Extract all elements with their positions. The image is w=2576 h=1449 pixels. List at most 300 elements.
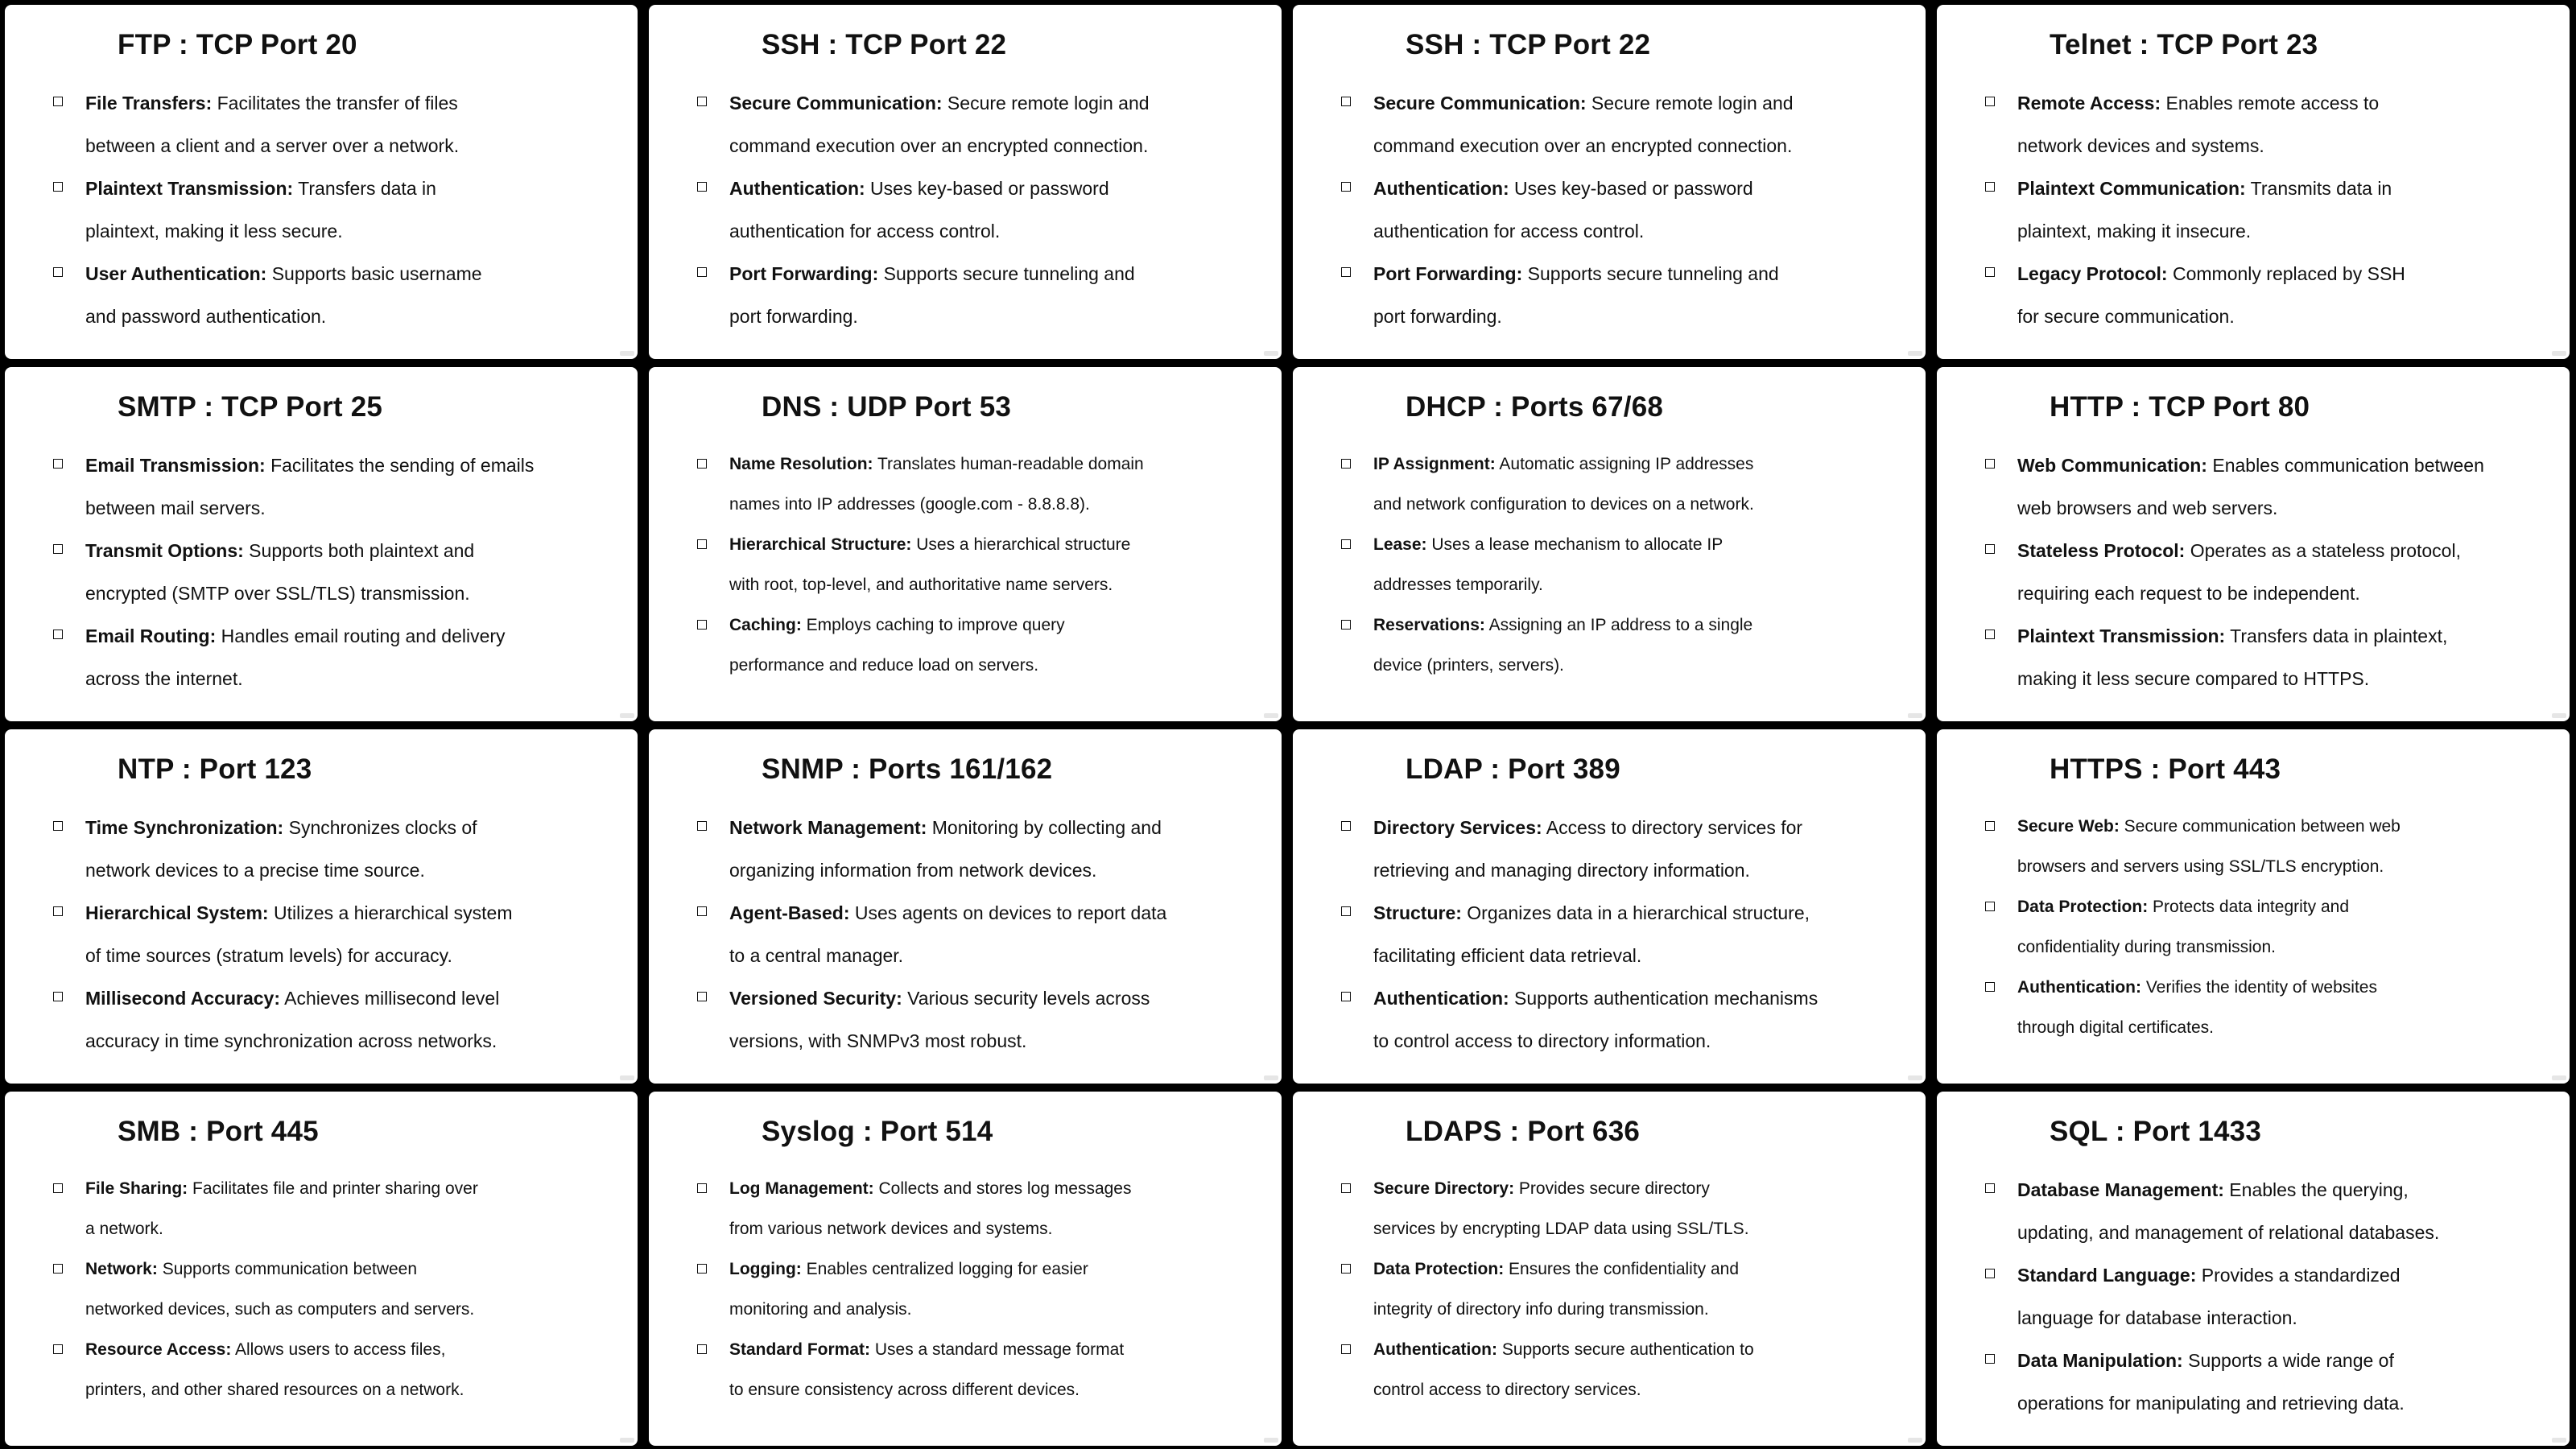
bullet-continuation: performance and reduce load on servers. — [729, 656, 1039, 675]
card-title: Telnet : TCP Port 23 — [2050, 29, 2318, 60]
bullet-continuation: retrieving and managing directory information. — [1373, 860, 1750, 881]
slide-corner-mark — [620, 1438, 634, 1443]
slide-card — [1293, 367, 1926, 721]
slide-corner-mark — [2552, 1438, 2566, 1443]
bullet-item — [2017, 1254, 2521, 1297]
bullet-continuation: device (printers, servers). — [1373, 656, 1564, 675]
bullet-continuation: for secure communication. — [2017, 306, 2235, 327]
slide-corner-mark — [1908, 1075, 1922, 1080]
bullet-item — [729, 82, 1233, 125]
checkbox-bullet-icon — [53, 992, 64, 1003]
bullet-term: Web Communication: — [2017, 455, 2207, 476]
bullet-continuation: between mail servers. — [85, 497, 266, 518]
bullet-text: Supports communication between — [157, 1260, 418, 1278]
bullet-text: Supports authentication mechanisms — [1509, 988, 1818, 1009]
bullet-item — [2017, 444, 2521, 487]
bullet-text: Operates as a stateless protocol, — [2185, 540, 2461, 561]
bullet-text: Supports secure tunneling and — [878, 263, 1135, 284]
bullet-term: Caching: — [729, 616, 802, 634]
card-title: LDAPS : Port 636 — [1406, 1116, 1641, 1147]
bullet-item — [85, 977, 589, 1020]
checkbox-bullet-icon — [1985, 97, 1996, 108]
bullet-item — [85, 892, 589, 935]
bullet-term: Data Manipulation: — [2017, 1350, 2183, 1371]
bullet-term: Versioned Security: — [729, 988, 902, 1009]
slide-card — [649, 1092, 1282, 1446]
bullet-term: Secure Directory: — [1373, 1179, 1515, 1198]
bullet-text: Transfers data in plaintext, — [2225, 625, 2448, 646]
slide-card — [1937, 729, 2570, 1084]
bullet-continuation: web browsers and web servers. — [2017, 497, 2278, 518]
bullet-continuation: accuracy in time synchronization across networks. — [85, 1030, 497, 1051]
bullet-continuation: port forwarding. — [729, 306, 858, 327]
bullet-text: Enables centralized logging for easier — [801, 1260, 1088, 1278]
bullet-term: Authentication: — [729, 178, 865, 199]
checkbox-bullet-icon — [697, 539, 708, 551]
checkbox-bullet-icon — [1341, 459, 1352, 470]
bullet-continuation: updating, and management of relational databases. — [2017, 1222, 2440, 1243]
bullet-item — [2017, 1340, 2521, 1382]
bullet-text: Supports secure tunneling and — [1522, 263, 1779, 284]
card-title: SMTP : TCP Port 25 — [118, 391, 383, 423]
bullet-text: Uses key-based or password — [865, 178, 1109, 199]
bullet-item — [729, 1330, 1233, 1370]
bullet-continuation: browsers and servers using SSL/TLS encryption. — [2017, 857, 2384, 876]
bullet-list — [1373, 82, 1877, 338]
bullet-term: Authentication: — [1373, 988, 1509, 1009]
slide-corner-mark — [2552, 713, 2566, 718]
bullet-item — [2017, 82, 2521, 125]
bullet-term: Plaintext Transmission: — [2017, 625, 2226, 646]
slide-card — [5, 5, 638, 359]
bullet-list — [85, 807, 589, 1063]
bullet-term: Authentication: — [1373, 178, 1509, 199]
bullet-continuation: command execution over an encrypted connection. — [1373, 135, 1793, 156]
checkbox-bullet-icon — [1985, 1183, 1996, 1195]
card-title: DNS : UDP Port 53 — [762, 391, 1012, 423]
bullet-item — [85, 530, 589, 572]
card-title: HTTPS : Port 443 — [2050, 753, 2281, 785]
bullet-continuation: control access to directory services. — [1373, 1381, 1641, 1399]
bullet-item — [2017, 530, 2521, 572]
bullet-text: Monitoring by collecting and — [927, 817, 1162, 838]
bullet-text: Uses a standard message format — [870, 1340, 1125, 1359]
bullet-list — [2017, 1169, 2521, 1425]
checkbox-bullet-icon — [1341, 97, 1352, 108]
bullet-item — [2017, 1169, 2521, 1212]
bullet-list — [729, 1169, 1233, 1410]
bullet-item — [85, 807, 589, 849]
bullet-list — [729, 444, 1233, 686]
slide-corner-mark — [620, 1075, 634, 1080]
slide-card — [5, 1092, 638, 1446]
bullet-item — [2017, 968, 2521, 1008]
checkbox-bullet-icon — [697, 1344, 708, 1356]
bullet-list — [85, 82, 589, 338]
bullet-continuation: between a client and a server over a network. — [85, 135, 460, 156]
bullet-term: Plaintext Communication: — [2017, 178, 2246, 199]
slide-card — [1937, 5, 2570, 359]
bullet-item — [1373, 892, 1877, 935]
bullet-item — [2017, 167, 2521, 210]
checkbox-bullet-icon — [53, 906, 64, 918]
bullet-term: Secure Communication: — [729, 93, 943, 114]
checkbox-bullet-icon — [1985, 1269, 1996, 1280]
checkbox-bullet-icon — [1985, 982, 1996, 993]
bullet-term: Reservations: — [1373, 616, 1485, 634]
bullet-continuation: monitoring and analysis. — [729, 1300, 912, 1319]
bullet-text: Organizes data in a hierarchical structure, — [1461, 902, 1810, 923]
checkbox-bullet-icon — [53, 630, 64, 641]
bullet-term: Secure Communication: — [1373, 93, 1587, 114]
checkbox-bullet-icon — [697, 1264, 708, 1275]
bullet-continuation: to ensure consistency across different devices. — [729, 1381, 1080, 1399]
bullet-item — [729, 892, 1233, 935]
bullet-text: Facilitates the sending of emails — [265, 455, 535, 476]
bullet-continuation: printers, and other shared resources on a network. — [85, 1381, 464, 1399]
bullet-term: Resource Access: — [85, 1340, 232, 1359]
bullet-item — [85, 444, 589, 487]
checkbox-bullet-icon — [697, 1183, 708, 1195]
bullet-item — [729, 807, 1233, 849]
bullet-item — [729, 525, 1233, 565]
checkbox-bullet-icon — [1341, 906, 1352, 918]
bullet-text: Secure communication between web — [2119, 817, 2401, 836]
bullet-term: Lease: — [1373, 535, 1427, 554]
bullet-continuation: plaintext, making it less secure. — [85, 221, 343, 242]
bullet-text: Protects data integrity and — [2148, 898, 2349, 916]
bullet-continuation: integrity of directory info during transmission. — [1373, 1300, 1709, 1319]
bullet-continuation: through digital certificates. — [2017, 1018, 2214, 1037]
slide-corner-mark — [1264, 713, 1278, 718]
bullet-item — [1373, 1330, 1877, 1370]
bullet-continuation: network devices and systems. — [2017, 135, 2264, 156]
card-title: DHCP : Ports 67/68 — [1406, 391, 1664, 423]
bullet-text: Facilitates the transfer of files — [212, 93, 458, 114]
bullet-continuation: services by encrypting LDAP data using SSL/TLS. — [1373, 1220, 1749, 1238]
bullet-continuation: authentication for access control. — [1373, 221, 1645, 242]
bullet-continuation: organizing information from network devices. — [729, 860, 1097, 881]
bullet-text: Achieves millisecond level — [280, 988, 500, 1009]
bullet-continuation: authentication for access control. — [729, 221, 1001, 242]
bullet-text: Translates human-readable domain — [873, 455, 1144, 473]
bullet-text: Enables remote access to — [2161, 93, 2380, 114]
bullet-item — [85, 1330, 589, 1370]
bullet-continuation: across the internet. — [85, 668, 243, 689]
card-title: NTP : Port 123 — [118, 753, 312, 785]
bullet-item — [729, 253, 1233, 295]
bullet-continuation: requiring each request to be independent. — [2017, 583, 2360, 604]
bullet-term: Standard Language: — [2017, 1265, 2197, 1286]
slide-card — [649, 367, 1282, 721]
bullet-text: Transmits data in — [2245, 178, 2392, 199]
bullet-text: Supports a wide range of — [2182, 1350, 2394, 1371]
bullet-item — [1373, 977, 1877, 1020]
bullet-term: Hierarchical System: — [85, 902, 269, 923]
bullet-list — [1373, 807, 1877, 1063]
bullet-text: Utilizes a hierarchical system — [268, 902, 513, 923]
card-title: Syslog : Port 514 — [762, 1116, 993, 1147]
bullet-text: Synchronizes clocks of — [283, 817, 477, 838]
bullet-list — [2017, 444, 2521, 700]
bullet-item — [85, 253, 589, 295]
bullet-item — [729, 444, 1233, 485]
checkbox-bullet-icon — [1341, 620, 1352, 631]
bullet-list — [85, 1169, 589, 1410]
bullet-continuation: networked devices, such as computers and servers. — [85, 1300, 475, 1319]
checkbox-bullet-icon — [1341, 1183, 1352, 1195]
bullet-text: Automatic assigning IP addresses — [1495, 455, 1754, 473]
bullet-list — [729, 82, 1233, 338]
bullet-term: Transmit Options: — [85, 540, 244, 561]
bullet-text: Commonly replaced by SSH — [2167, 263, 2405, 284]
card-title: SSH : TCP Port 22 — [1406, 29, 1651, 60]
card-title: FTP : TCP Port 20 — [118, 29, 357, 60]
bullet-continuation: a network. — [85, 1220, 163, 1238]
bullet-continuation: to a central manager. — [729, 945, 904, 966]
bullet-continuation: from various network devices and systems. — [729, 1220, 1053, 1238]
checkbox-bullet-icon — [1985, 902, 1996, 913]
checkbox-bullet-icon — [1341, 821, 1352, 832]
bullet-text: Transfers data in — [293, 178, 436, 199]
card-title: SSH : TCP Port 22 — [762, 29, 1007, 60]
bullet-list — [2017, 807, 2521, 1048]
bullet-item — [1373, 1169, 1877, 1209]
bullet-term: Legacy Protocol: — [2017, 263, 2168, 284]
slide-card — [1293, 1092, 1926, 1446]
bullet-list — [85, 444, 589, 700]
bullet-term: File Sharing: — [85, 1179, 188, 1198]
bullet-term: Authentication: — [2017, 978, 2141, 997]
bullet-text: Provides secure directory — [1514, 1179, 1710, 1198]
bullet-continuation: command execution over an encrypted connection. — [729, 135, 1149, 156]
bullet-item — [2017, 615, 2521, 658]
bullet-term: Log Management: — [729, 1179, 874, 1198]
checkbox-bullet-icon — [1341, 1344, 1352, 1356]
slide-card — [1293, 729, 1926, 1084]
bullet-item — [729, 977, 1233, 1020]
bullet-term: Authentication: — [1373, 1340, 1497, 1359]
bullet-item — [1373, 444, 1877, 485]
bullet-term: Secure Web: — [2017, 817, 2120, 836]
card-title: LDAP : Port 389 — [1406, 753, 1620, 785]
bullet-list — [2017, 82, 2521, 338]
bullet-item — [1373, 807, 1877, 849]
slide-corner-mark — [620, 351, 634, 356]
bullet-text: Secure remote login and — [1586, 93, 1794, 114]
checkbox-bullet-icon — [1985, 182, 1996, 193]
slide-card — [1293, 5, 1926, 359]
slide-card — [1937, 1092, 2570, 1446]
bullet-item — [729, 167, 1233, 210]
checkbox-bullet-icon — [53, 459, 64, 470]
bullet-item — [1373, 253, 1877, 295]
bullet-term: Name Resolution: — [729, 455, 873, 473]
bullet-text: Verifies the identity of websites — [2140, 978, 2377, 997]
bullet-item — [1373, 1249, 1877, 1290]
bullet-item — [2017, 253, 2521, 295]
bullet-item — [85, 82, 589, 125]
checkbox-bullet-icon — [1341, 992, 1352, 1003]
bullet-list — [1373, 444, 1877, 686]
bullet-text: Supports basic username — [266, 263, 482, 284]
checkbox-bullet-icon — [1341, 539, 1352, 551]
slide-card — [5, 367, 638, 721]
bullet-term: Time Synchronization: — [85, 817, 284, 838]
bullet-continuation: and network configuration to devices on a network. — [1373, 495, 1754, 514]
checkbox-bullet-icon — [697, 821, 708, 832]
slide-corner-mark — [1908, 713, 1922, 718]
bullet-text: Access to directory services for — [1542, 817, 1803, 838]
bullet-term: Remote Access: — [2017, 93, 2161, 114]
checkbox-bullet-icon — [53, 182, 64, 193]
bullet-text: Secure remote login and — [942, 93, 1150, 114]
bullet-text: Provides a standardized — [2196, 1265, 2401, 1286]
bullet-item — [1373, 167, 1877, 210]
bullet-continuation: confidentiality during transmission. — [2017, 938, 2276, 956]
bullet-continuation: operations for manipulating and retrieving data. — [2017, 1393, 2405, 1414]
bullet-continuation: encrypted (SMTP over SSL/TLS) transmission. — [85, 583, 470, 604]
bullet-continuation: names into IP addresses (google.com - 8.8.8.8). — [729, 495, 1090, 514]
bullet-text: Handles email routing and delivery — [216, 625, 506, 646]
bullet-item — [729, 1249, 1233, 1290]
bullet-term: Network Management: — [729, 817, 927, 838]
bullet-term: Logging: — [729, 1260, 802, 1278]
bullet-item — [85, 167, 589, 210]
slide-corner-mark — [1908, 351, 1922, 356]
slide-corner-mark — [1264, 1438, 1278, 1443]
bullet-text: Collects and stores log messages — [873, 1179, 1132, 1198]
bullet-term: IP Assignment: — [1373, 455, 1496, 473]
bullet-text: Supports both plaintext and — [243, 540, 475, 561]
card-title: SQL : Port 1433 — [2050, 1116, 2262, 1147]
checkbox-bullet-icon — [697, 182, 708, 193]
bullet-text: Uses key-based or password — [1509, 178, 1753, 199]
slide-card — [1937, 367, 2570, 721]
checkbox-bullet-icon — [53, 1344, 64, 1356]
checkbox-bullet-icon — [53, 544, 64, 555]
checkbox-bullet-icon — [53, 821, 64, 832]
bullet-term: Data Protection: — [2017, 898, 2149, 916]
checkbox-bullet-icon — [53, 267, 64, 279]
checkbox-bullet-icon — [697, 97, 708, 108]
bullet-term: User Authentication: — [85, 263, 267, 284]
checkbox-bullet-icon — [1985, 544, 1996, 555]
bullet-list — [1373, 1169, 1877, 1410]
bullet-text: Various security levels across — [902, 988, 1150, 1009]
slide-card — [5, 729, 638, 1084]
slide-corner-mark — [2552, 351, 2566, 356]
bullet-item — [729, 1169, 1233, 1209]
slide-corner-mark — [1264, 1075, 1278, 1080]
checkbox-bullet-icon — [1341, 1264, 1352, 1275]
bullet-text: Uses a lease mechanism to allocate IP — [1426, 535, 1724, 554]
bullet-item — [1373, 605, 1877, 646]
bullet-term: Stateless Protocol: — [2017, 540, 2186, 561]
bullet-term: Directory Services: — [1373, 817, 1542, 838]
checkbox-bullet-icon — [697, 459, 708, 470]
bullet-item — [729, 605, 1233, 646]
bullet-term: Millisecond Accuracy: — [85, 988, 281, 1009]
checkbox-bullet-icon — [697, 620, 708, 631]
bullet-text: Uses a hierarchical structure — [911, 535, 1131, 554]
bullet-list — [729, 807, 1233, 1063]
bullet-text: Ensures the confidentiality and — [1504, 1260, 1740, 1278]
bullet-text: Assigning an IP address to a single — [1484, 616, 1753, 634]
bullet-term: Hierarchical Structure: — [729, 535, 912, 554]
checkbox-bullet-icon — [1985, 821, 1996, 832]
checkbox-bullet-icon — [53, 1183, 64, 1195]
bullet-text: Enables the querying, — [2223, 1179, 2409, 1200]
bullet-item — [2017, 807, 2521, 847]
bullet-continuation: port forwarding. — [1373, 306, 1502, 327]
checkbox-bullet-icon — [1341, 182, 1352, 193]
bullet-term: Email Routing: — [85, 625, 217, 646]
bullet-term: Email Transmission: — [85, 455, 266, 476]
checkbox-bullet-icon — [697, 267, 708, 279]
bullet-text: Uses agents on devices to report data — [849, 902, 1167, 923]
bullet-item — [1373, 82, 1877, 125]
slide-corner-mark — [620, 713, 634, 718]
bullet-term: Structure: — [1373, 902, 1462, 923]
bullet-term: Network: — [85, 1260, 158, 1278]
checkbox-bullet-icon — [1985, 267, 1996, 279]
bullet-item — [1373, 525, 1877, 565]
bullet-term: Data Protection: — [1373, 1260, 1505, 1278]
bullet-text: Employs caching to improve query — [801, 616, 1065, 634]
bullet-continuation: making it less secure compared to HTTPS. — [2017, 668, 2370, 689]
bullet-term: Port Forwarding: — [1373, 263, 1523, 284]
bullet-text: Enables communication between — [2207, 455, 2484, 476]
bullet-term: Agent-Based: — [729, 902, 850, 923]
checkbox-bullet-icon — [697, 906, 708, 918]
card-title: SMB : Port 445 — [118, 1116, 319, 1147]
slide-card — [649, 729, 1282, 1084]
bullet-term: Database Management: — [2017, 1179, 2224, 1200]
bullet-term: File Transfers: — [85, 93, 213, 114]
bullet-continuation: addresses temporarily. — [1373, 576, 1543, 594]
checkbox-bullet-icon — [1985, 1354, 1996, 1365]
checkbox-bullet-icon — [1985, 630, 1996, 641]
bullet-continuation: with root, top-level, and authoritative name servers. — [729, 576, 1113, 594]
bullet-continuation: of time sources (stratum levels) for accuracy. — [85, 945, 452, 966]
bullet-term: Standard Format: — [729, 1340, 871, 1359]
slide-corner-mark — [2552, 1075, 2566, 1080]
bullet-continuation: to control access to directory information. — [1373, 1030, 1711, 1051]
slide-corner-mark — [1908, 1438, 1922, 1443]
checkbox-bullet-icon — [1985, 459, 1996, 470]
card-title: HTTP : TCP Port 80 — [2050, 391, 2310, 423]
bullet-continuation: network devices to a precise time source. — [85, 860, 425, 881]
bullet-continuation: versions, with SNMPv3 most robust. — [729, 1030, 1027, 1051]
checkbox-bullet-icon — [697, 992, 708, 1003]
slide-card — [649, 5, 1282, 359]
bullet-item — [2017, 887, 2521, 927]
bullet-text: Supports secure authentication to — [1496, 1340, 1754, 1359]
slide-corner-mark — [1264, 351, 1278, 356]
bullet-continuation: plaintext, making it insecure. — [2017, 221, 2252, 242]
bullet-item — [85, 615, 589, 658]
bullet-term: Port Forwarding: — [729, 263, 879, 284]
checkbox-bullet-icon — [53, 97, 64, 108]
bullet-term: Plaintext Transmission: — [85, 178, 294, 199]
bullet-text: Facilitates file and printer sharing over — [188, 1179, 478, 1198]
card-title: SNMP : Ports 161/162 — [762, 753, 1053, 785]
bullet-text: Allows users to access files, — [231, 1340, 446, 1359]
bullet-item — [85, 1249, 589, 1290]
bullet-continuation: facilitating efficient data retrieval. — [1373, 945, 1642, 966]
bullet-item — [85, 1169, 589, 1209]
